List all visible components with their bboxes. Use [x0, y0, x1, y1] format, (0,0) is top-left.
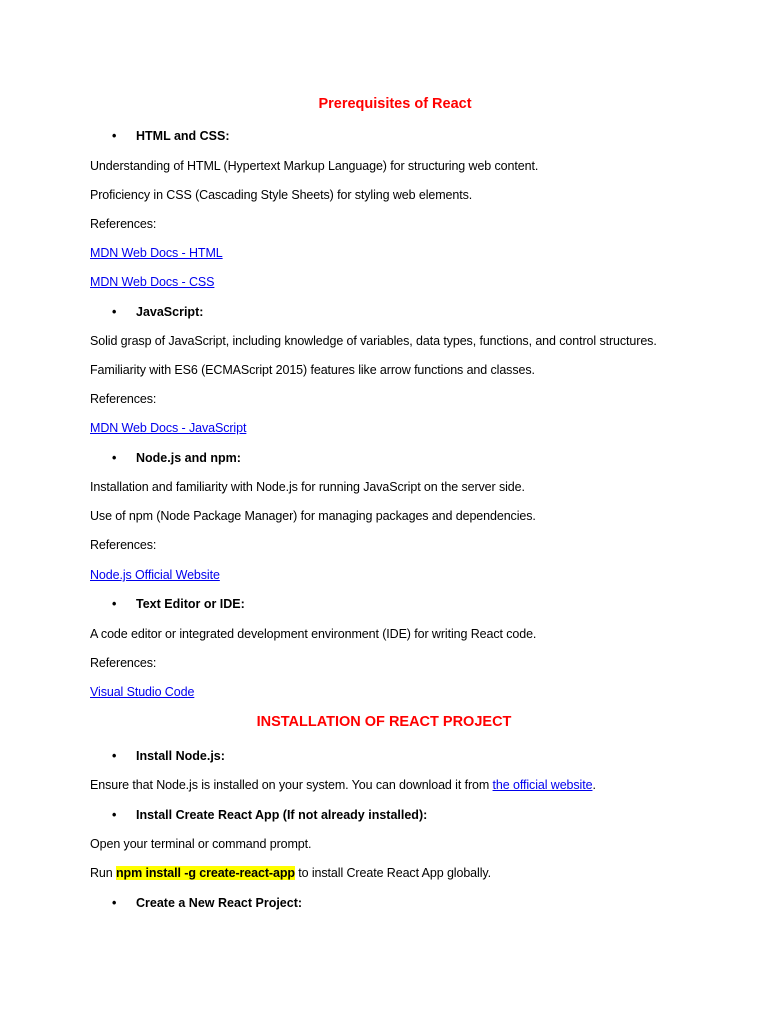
bullet-html-css — [112, 128, 230, 144]
paragraph: Installation and familiarity with Node.js for running JavaScript on the server side. — [90, 480, 525, 494]
prerequisites-title: Prerequisites of React — [318, 96, 472, 112]
bullet-install-node — [112, 748, 225, 764]
link-nodejs-website[interactable]: Node.js Official Website — [90, 568, 220, 582]
link-visual-studio-code[interactable]: Visual Studio Code — [90, 685, 195, 699]
paragraph: Solid grasp of JavaScript, including knowledge of variables, data types, functions, and control structures. — [90, 334, 657, 348]
bullet-dot: • — [112, 808, 117, 822]
bullet-heading: HTML and CSS: — [136, 129, 230, 143]
text-span: . — [592, 778, 596, 792]
paragraph: A code editor or integrated development environment (IDE) for writing React code. — [90, 627, 537, 641]
text-span: to install Create React App globally. — [294, 866, 491, 880]
bullet-heading: Text Editor or IDE: — [136, 597, 245, 611]
paragraph: Open your terminal or command prompt. — [90, 837, 312, 851]
references-label: References: — [90, 217, 157, 231]
bullet-new-project — [112, 895, 302, 911]
link-official-website[interactable]: the official website — [492, 778, 593, 792]
bullet-heading: Create a New React Project: — [136, 896, 303, 910]
paragraph: Understanding of HTML (Hypertext Markup Language) for structuring web content. — [90, 159, 539, 173]
highlighted-command: npm install -g create-react-app — [116, 866, 295, 880]
bullet-install-cra — [112, 807, 427, 823]
paragraph: Use of npm (Node Package Manager) for managing packages and dependencies. — [90, 509, 536, 523]
references-label: References: — [90, 538, 157, 552]
text-span: Ensure that Node.js is installed on your system. You can download it from — [90, 778, 493, 792]
text-span: Run — [90, 866, 117, 880]
bullet-javascript — [112, 304, 203, 320]
bullet-dot: • — [112, 129, 117, 143]
link-mdn-css[interactable]: MDN Web Docs - CSS — [90, 275, 215, 289]
bullet-dot: • — [112, 305, 117, 319]
bullet-heading: Install Node.js: — [136, 749, 225, 763]
references-label: References: — [90, 392, 157, 406]
installation-title: INSTALLATION OF REACT PROJECT — [256, 714, 512, 730]
bullet-text-editor — [112, 596, 245, 612]
paragraph: Proficiency in CSS (Cascading Style Sheets) for styling web elements. — [90, 188, 473, 202]
paragraph — [90, 865, 491, 881]
bullet-node-npm — [112, 450, 241, 466]
references-label: References: — [90, 656, 157, 670]
bullet-dot: • — [112, 896, 117, 910]
bullet-dot: • — [112, 451, 117, 465]
bullet-heading: Node.js and npm: — [136, 451, 241, 465]
link-mdn-html[interactable]: MDN Web Docs - HTML — [90, 246, 223, 260]
bullet-dot: • — [112, 597, 117, 611]
paragraph: Familiarity with ES6 (ECMAScript 2015) features like arrow functions and classes. — [90, 363, 535, 377]
paragraph — [90, 777, 596, 793]
bullet-dot: • — [112, 749, 117, 763]
bullet-heading: Install Create React App (If not already installed): — [136, 808, 428, 822]
link-mdn-javascript[interactable]: MDN Web Docs - JavaScript — [90, 421, 247, 435]
bullet-heading: JavaScript: — [136, 305, 204, 319]
